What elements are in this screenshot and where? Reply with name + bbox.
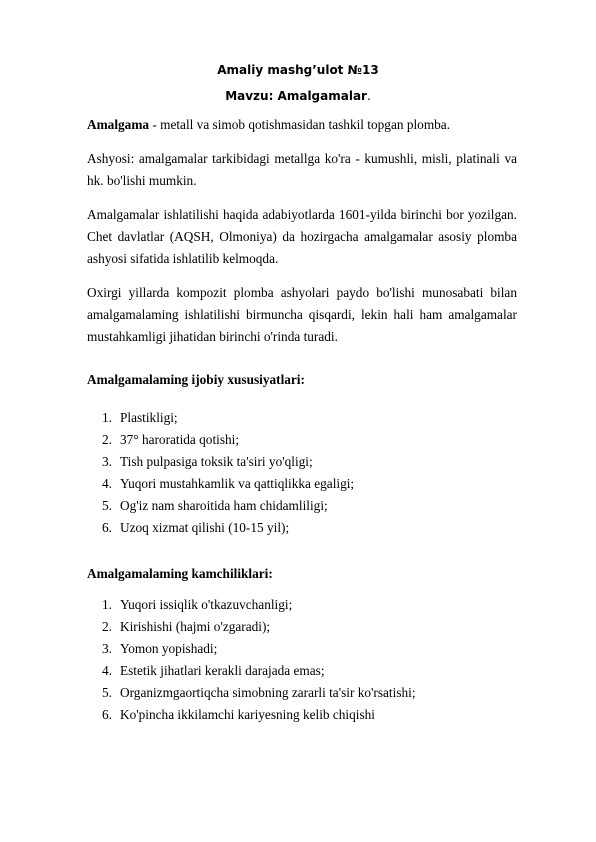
- list-item: 1. Yuqori issiqlik o'tkazuvchanligi;: [102, 597, 293, 612]
- definition-text: - metall va simob qotishmasidan tashkil topgan plomba.: [149, 117, 451, 132]
- list-item: 2. 37° haroratida qotishi;: [102, 432, 240, 447]
- list-item: 4. Yuqori mustahkamlik va qattiqlikka egaligi;: [102, 476, 355, 491]
- disadvantages-list: [102, 594, 416, 726]
- definition-paragraph: [87, 114, 517, 136]
- definition-term: Amalgama: [87, 117, 150, 132]
- list-item: 2. Kirishishi (hajmi o'zgaradi);: [102, 619, 271, 634]
- list-item: 5. Organizmgaortiqcha simobning zararli ta'sir ko'rsatishi;: [102, 685, 416, 700]
- document-title: Amaliy mashg’ulot №13: [217, 63, 379, 77]
- list-item: 1. Plastikligi;: [102, 410, 178, 425]
- advantages-list: [102, 407, 354, 539]
- history-paragraph: Amalgamalar ishlatilishi haqida adabiyotlarda 1601-yilda birinchi bor yozilgan. Chet davlatlar (AQSH, Olmoniya) da hozirgacha amalgamalar asosiy plomba ashyosi sifatida ishlatilib kelmoqda.: [87, 207, 517, 266]
- list-item: 3. Tish pulpasiga toksik ta'siri yo'qligi;: [102, 454, 313, 469]
- subtitle-period: .: [366, 89, 371, 103]
- advantages-heading: Amalgamalaming ijobiy xususiyatlari:: [87, 372, 305, 387]
- material-paragraph: Ashyosi: amalgamalar tarkibidagi metallga ko'ra - kumushli, misli, platinali va hk. bo'lishi mumkin.: [87, 151, 517, 188]
- subtitle-text: Mavzu: Amalgamalar: [225, 89, 367, 103]
- list-item: 6. Ko'pincha ikkilamchi kariyesning kelib chiqishi: [102, 707, 375, 722]
- list-item: 5. Og'iz nam sharoitida ham chidamliligi;: [102, 498, 328, 513]
- usage-paragraph: Oxirgi yillarda kompozit plomba ashyolari paydo bo'lishi munosabati bilan amalgamalaming ishlatilishi birmuncha qisqardi, lekin hali ham amalgamalar mustahkamligi jihatidan birinchi o'rinda turadi.: [87, 285, 517, 344]
- list-item: 4. Estetik jihatlari kerakli darajada emas;: [102, 663, 325, 678]
- disadvantages-heading: Amalgamalaming kamchiliklari:: [87, 566, 273, 581]
- document-subtitle: [0, 89, 596, 103]
- list-item: 6. Uzoq xizmat qilishi (10-15 yil);: [102, 520, 290, 535]
- list-item: 3. Yomon yopishadi;: [102, 641, 218, 656]
